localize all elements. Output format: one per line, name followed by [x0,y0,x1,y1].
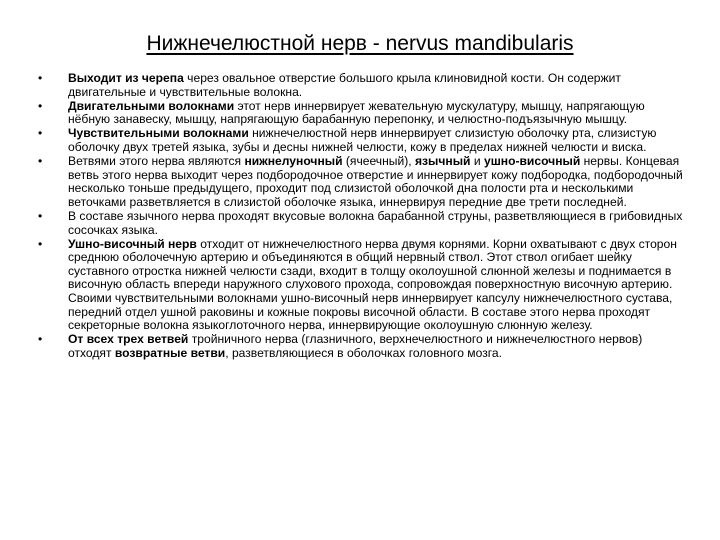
bold-text: язычный [414,154,471,169]
body-text: этот нерв иннервирует жевательную мускулатуру, мышцу, напрягающую нёбную занавеску, мышцу, напрягающую барабанную перепонку, и челюстно-подъязычную мышцу. [68,98,645,127]
bold-text: Ушно-височный нерв [68,236,197,251]
bold-text: Чувствительными волокнами [68,126,249,141]
bold-text: Выходит из черепа [68,71,184,85]
body-text: тройничного нерва (глазничного, верхнечелюстного и нижнечелюстного нервов) отходят [68,332,643,360]
bullet-icon: • [38,71,43,85]
list-item [38,333,683,360]
list-item [38,155,683,209]
body-text: Ветвями этого нерва являются [68,154,245,169]
body-text: нервы. Концевая ветвь этого нерва выходит через подбородочное отверстие и иннервирует кожу подбородка, подбородочный несколько тоньше предыдущего, проходит под слизистой оболочкой дна полости рта и несколькими веточками разветвляется в слизистой оболочке языка, иннервируя передние две трети последней. [68,154,683,209]
list-item [38,210,683,237]
bold-text: ушно-височный [483,154,581,169]
bullet-icon: • [38,332,43,347]
body-text: В составе язычного нерва проходят вкусовые волокна барабанной струны, разветвляющиеся в грибовидных сосочках языка. [68,208,683,237]
bold-text: нижнелуночный [244,154,343,169]
list-item [38,100,683,127]
body-text: через овальное отверстие большого крыла клиновидной кости. Он содержит двигательные и чувствительные волокна. [68,71,621,99]
body-text: нижнечелюстной нерв иннервирует слизистую оболочку рта, слизистую оболочку двух третей языка, зубы и десны нижней челюсти, кожу в пределах нижней челюсти и виска. [68,126,657,154]
body-text: отходит от нижнечелюстного нерва двумя корнями. Корни охватывают с двух сторон среднюю оболочечную артерию и объединяются в общий нервный ствол. Этот ствол огибает шейку суставного отростка нижней челюсти сзади, входит в толщу околоушной слюнной железы и поднимается в височную область впереди наружного слухового прохода, сопровождая поверхностную височную артерию. Своими чувствительными волокнами ушно-височный нерв иннервирует капсулу нижнечелюстного сустава, передний отдел ушной раковины и кожные покровы височной области. В составе этого нерва проходят секреторные волокна языкоглоточного нерва, иннервирующие околоушную слюнную железу. [68,236,677,333]
bullet-icon: • [38,126,43,141]
list-item [38,127,683,154]
bullet-icon: • [38,208,43,223]
body-text: (ячеечный), [342,154,415,169]
body-text: , разветвляющиеся в оболочках головного мозга. [225,345,502,360]
bullet-icon: • [38,98,43,113]
bullet-icon: • [38,154,43,169]
body-text: и [470,154,484,169]
list-item [38,238,683,333]
page-title: Нижнечелюстной нерв - nervus mandibularis [146,32,574,55]
bold-text: Двигательными волокнами [68,98,235,113]
bullet-list [38,72,683,361]
bold-text: возвратные ветви [114,345,226,360]
bold-text: От всех трех ветвей [68,332,189,347]
bullet-icon: • [38,236,43,251]
list-item [38,72,683,99]
